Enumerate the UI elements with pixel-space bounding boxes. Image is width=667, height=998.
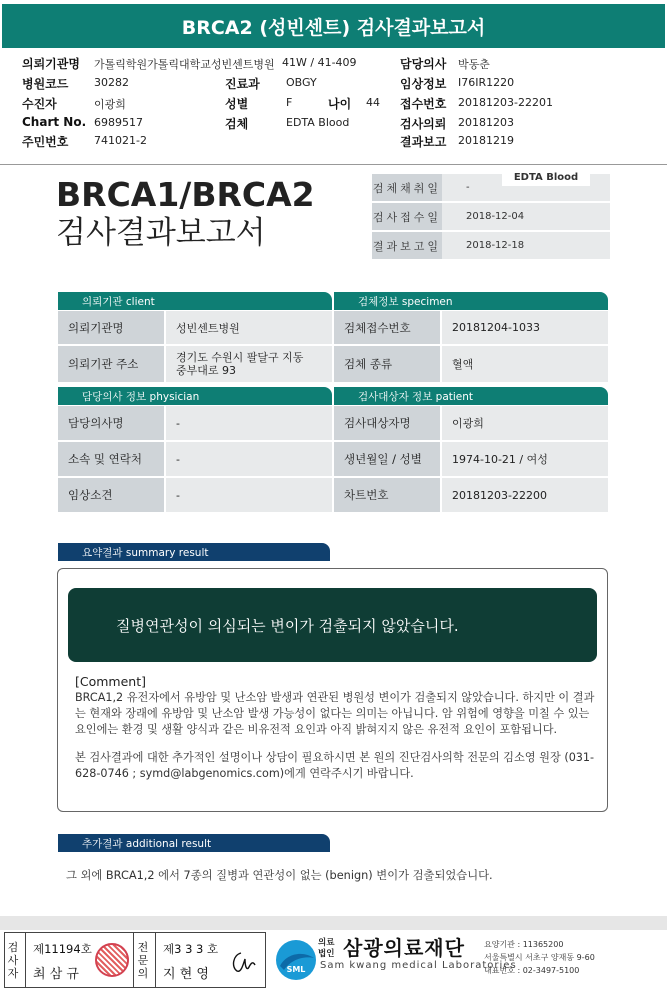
header-key: 의뢰기관명: [22, 57, 80, 71]
header-value: OBGY: [286, 76, 317, 89]
inspector-label: [7, 941, 21, 980]
client-addr-value: [166, 346, 332, 382]
header-value: I76IR1220: [458, 76, 515, 89]
specimen-no-value: 20181204-1033: [442, 311, 608, 344]
physician-heading: 담당의사 정보 physician: [58, 387, 332, 405]
header-value: EDTA Blood: [286, 116, 350, 129]
inspector-name: 최 삼 규: [33, 967, 79, 982]
result-text: 질병연관성이 의심되는 변이가 검출되지 않았습니다.: [116, 616, 459, 635]
date-label: 검사접수일: [372, 203, 442, 230]
date-label: 검체채취일: [372, 174, 442, 201]
patient-name-value: 이광희: [442, 406, 608, 440]
comment-paragraph: BRCA1,2 유전자에서 유방암 및 난소암 발생과 연관된 병원성 변이가 검출되지 않았습니다. 하지만 이 결과는 현재와 장래에 유방암 및 난소암 발생 가능성이 없다는 의미는 아닙니다. 암 위험에 영향을 미칠 수 있는 요인에는 환경 및 생활 양식과 같은 비유전적 요인과 아직 밝혀지지 않은 유전적 요인이 포함됩니다.: [75, 691, 595, 736]
svg-text:SML: SML: [286, 965, 306, 974]
dates-table: [372, 174, 610, 261]
report-banner: [2, 4, 665, 48]
seal-stamp: [95, 943, 129, 977]
header-key: 수진자: [22, 97, 57, 111]
header-value: 20181203-22201: [458, 96, 553, 109]
report-title: [56, 176, 315, 252]
header-key: Chart No.: [22, 115, 87, 129]
header-value: 41W / 41-409: [282, 56, 357, 69]
header-value: 30282: [94, 76, 129, 89]
patient-dob-value: 1974-10-21 / 여성: [442, 442, 608, 476]
patient-chart-label: 차트번호: [334, 478, 440, 512]
header-row: [22, 115, 662, 131]
header-row: [22, 75, 662, 91]
patient-name-label: 검사대상자명: [334, 406, 440, 440]
additional-text: 그 외에 BRCA1,2 에서 7종의 질병과 연관성이 없는 (benign) 변이가 검출되었습니다.: [66, 869, 493, 882]
specimen-type-value: 혈액: [442, 346, 608, 382]
header-value: 20181219: [458, 134, 514, 147]
physician-name-label: 담당의사명: [58, 406, 164, 440]
date-value: 2018-12-04: [442, 203, 610, 230]
patient-heading: 검사대상자 정보 patient: [334, 387, 608, 405]
header-row: [22, 95, 662, 111]
header-key: 병원코드: [22, 77, 69, 91]
title-line2: 검사결과보고서: [56, 215, 266, 251]
corp-english-name: Sam kwang medical Laboratories: [320, 960, 517, 971]
header-value: 6989517: [94, 116, 143, 129]
header-key: 접수번호: [400, 97, 447, 111]
header-value: 20181203: [458, 116, 514, 129]
header-key: 담당의사: [400, 57, 447, 71]
comment-paragraph: 본 검사결과에 대한 추가적인 설명이나 상담이 필요하시면 본 원의 진단검사의학 전문의 김소영 원장 (031-628-0746 ; symd@labgenomics.com)에게 연락주시기 바랍니다.: [75, 751, 595, 780]
specialist-label-text: 전문의: [137, 941, 149, 980]
header-value: F: [286, 96, 293, 109]
header-value: 가톨릭학원가톨릭대학교성빈센트병원: [94, 58, 275, 71]
corp-info: [484, 938, 595, 977]
corp-info-line: 요양기관 : 11365200: [484, 940, 564, 949]
corp-type: [318, 938, 334, 960]
header-key: 검체: [225, 117, 249, 131]
specialist-name: 지 현 영: [163, 967, 209, 982]
header-value: 44: [366, 96, 380, 109]
banner-title: BRCA2 (성빈센트) 검사결과보고서: [181, 16, 486, 39]
inspector-label-text: 검사자: [7, 941, 19, 980]
physician-contact-value: -: [166, 442, 332, 476]
client-name-value: 성빈센트병원: [166, 311, 332, 344]
comment-block: [75, 674, 599, 794]
header-value: 박동춘: [458, 58, 490, 71]
sml-logo-icon: [272, 936, 318, 982]
corp-type-line: 의료: [318, 938, 335, 948]
signature-box: [4, 932, 266, 988]
divider: [155, 933, 156, 987]
date-value: 2018-12-18: [442, 232, 610, 259]
inspector-license: 제11194호: [33, 942, 92, 956]
client-heading: 의뢰기관 client: [58, 292, 332, 310]
specialist-label: [137, 941, 151, 980]
divider: [0, 164, 667, 165]
client-name-label: 의뢰기관명: [58, 311, 164, 344]
date-label: 결과보고일: [372, 232, 442, 259]
header-key: 결과보고: [400, 135, 447, 149]
header-row: [22, 55, 662, 71]
signature-image: [227, 947, 259, 977]
header-key: 성별: [225, 97, 249, 111]
specialist-license: 제3 3 3 호: [163, 942, 219, 956]
physician-contact-label: 소속 및 연락처: [58, 442, 164, 476]
date-row: [372, 203, 610, 232]
additional-heading: 추가결과 additional result: [58, 834, 330, 852]
physician-clinical-value: -: [166, 478, 332, 512]
corp-info-line: 서울특별시 서초구 양재동 9-60: [484, 953, 595, 962]
divider: [25, 933, 26, 987]
title-line1: BRCA1/BRCA2: [56, 175, 315, 214]
date-row: [372, 232, 610, 261]
header-row: [22, 133, 662, 149]
header-key: 임상정보: [400, 77, 447, 91]
footer-divider: [0, 916, 667, 930]
client-addr-label: 의뢰기관 주소: [58, 346, 164, 382]
physician-name-value: -: [166, 406, 332, 440]
specimen-type-label: 검체 종류: [334, 346, 440, 382]
header-key: 주민번호: [22, 135, 69, 149]
corp-name: 삼광의료재단: [343, 936, 465, 960]
divider: [133, 933, 134, 987]
header-key: 진료과: [225, 77, 260, 91]
summary-result: [68, 588, 597, 662]
edta-label: EDTA Blood: [502, 168, 590, 186]
header-value: 741021-2: [94, 134, 147, 147]
corp-type-line: 법인: [318, 949, 335, 959]
specimen-heading: 검체정보 specimen: [334, 292, 608, 310]
physician-clinical-label: 임상소견: [58, 478, 164, 512]
summary-heading: 요약결과 summary result: [58, 543, 330, 561]
comment-label: [Comment]: [75, 674, 146, 689]
addr-line: 경기도 수원시 팔달구 지동: [176, 351, 304, 364]
corp-info-line: 대표번호 : 02-3497-5100: [484, 966, 580, 975]
patient-dob-label: 생년월일 / 성별: [334, 442, 440, 476]
header-key: 검사의뢰: [400, 117, 447, 131]
addr-line: 중부대로 93: [176, 364, 236, 377]
patient-chart-value: 20181203-22200: [442, 478, 608, 512]
header-key: 나이: [328, 97, 352, 111]
date-value: -: [442, 174, 610, 201]
header-value: 이광희: [94, 98, 126, 111]
specimen-no-label: 검체접수번호: [334, 311, 440, 344]
